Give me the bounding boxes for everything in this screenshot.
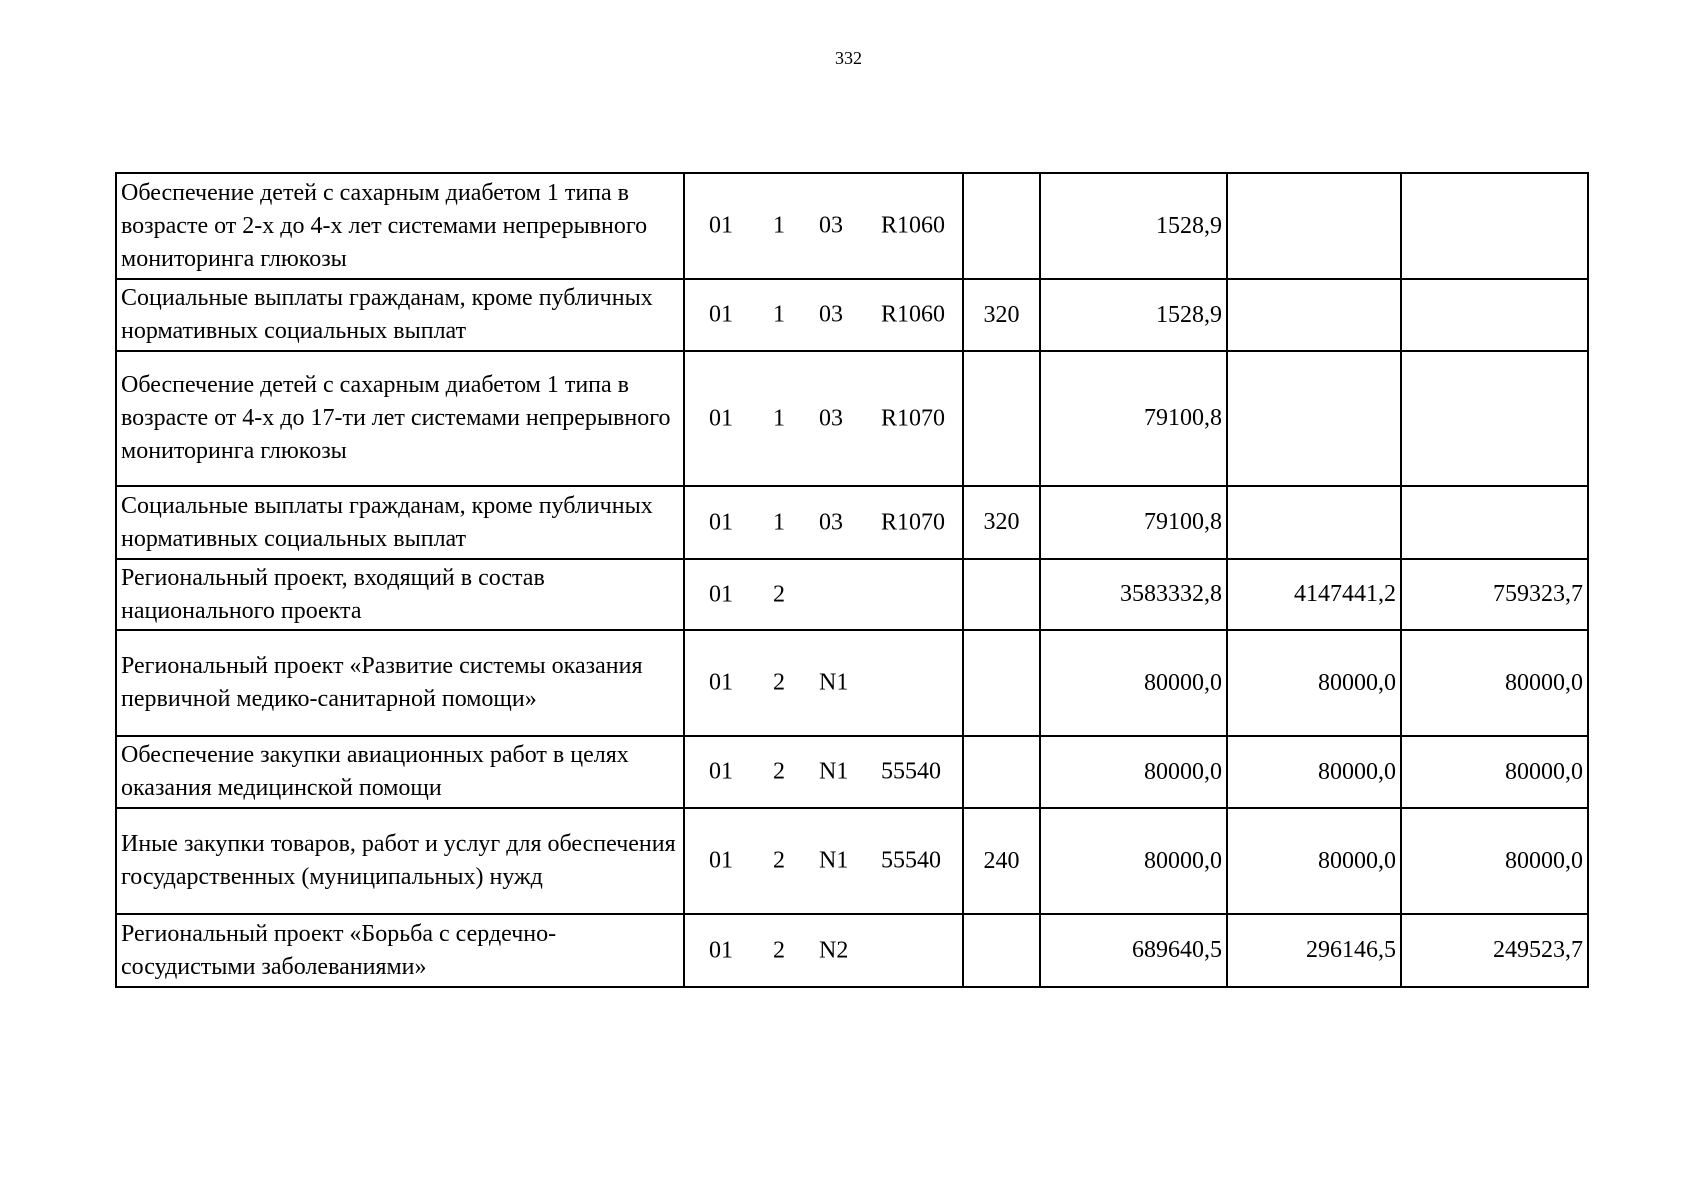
amount-year-2: 80000,0: [1227, 630, 1401, 736]
amount-year-1: 79100,8: [1040, 351, 1227, 486]
code-direction: 55540: [881, 847, 941, 874]
table-row: [116, 486, 1588, 559]
row-codes: [684, 279, 963, 351]
row-name: Иные закупки товаров, работ и услуг для обеспечения государственных (муниципальных) нужд: [116, 808, 684, 914]
row-codes: [684, 486, 963, 559]
table-row: [116, 736, 1588, 808]
amount-year-3: 80000,0: [1401, 736, 1588, 808]
amount-year-1: 1528,9: [1040, 279, 1227, 351]
table-row: [116, 914, 1588, 987]
amount-year-2: 80000,0: [1227, 736, 1401, 808]
expense-type: 320: [963, 486, 1040, 559]
amount-year-3: 80000,0: [1401, 630, 1588, 736]
code-program: 01: [709, 758, 733, 785]
budget-table: [115, 172, 1589, 988]
code-direction: R1070: [881, 405, 946, 431]
amount-year-3: 759323,7: [1401, 559, 1588, 630]
amount-year-2: 4147441,2: [1227, 559, 1401, 630]
amount-year-3: [1401, 486, 1588, 559]
code-program: 01: [709, 581, 733, 607]
code-program: 01: [709, 937, 733, 963]
code-subprogram: 1: [773, 212, 785, 239]
amount-year-2: 296146,5: [1227, 914, 1401, 987]
row-codes: [684, 914, 963, 987]
code-direction: 55540: [881, 758, 941, 785]
row-name: Обеспечение детей с сахарным диабетом 1 типа в возрасте от 2-х до 4-х лет системами непрерывного мониторинга глюкозы: [116, 173, 684, 279]
code-subprogram: 2: [773, 937, 785, 963]
amount-year-1: 79100,8: [1040, 486, 1227, 559]
amount-year-1: 80000,0: [1040, 736, 1227, 808]
amount-year-3: 80000,0: [1401, 808, 1588, 914]
amount-year-1: 1528,9: [1040, 173, 1227, 279]
expense-type: [963, 351, 1040, 486]
code-program: 01: [709, 669, 733, 696]
code-subprogram: 2: [773, 847, 785, 874]
code-direction: R1060: [881, 212, 946, 239]
code-program: 01: [709, 405, 733, 431]
code-project: 03: [819, 405, 843, 431]
expense-type: 240: [963, 808, 1040, 914]
row-name: Региональный проект «Борьба с сердечно-сосудистыми заболеваниями»: [116, 914, 684, 987]
row-codes: [684, 808, 963, 914]
row-codes: [684, 173, 963, 279]
row-codes: [684, 630, 963, 736]
row-codes: [684, 736, 963, 808]
row-name: Социальные выплаты гражданам, кроме публичных нормативных социальных выплат: [116, 279, 684, 351]
expense-type: [963, 914, 1040, 987]
code-program: 01: [709, 212, 733, 239]
code-program: 01: [709, 301, 733, 328]
table-row: [116, 173, 1588, 279]
row-name: Региональный проект, входящий в состав национального проекта: [116, 559, 684, 630]
amount-year-3: [1401, 351, 1588, 486]
code-subprogram: 2: [773, 758, 785, 785]
expense-type: [963, 559, 1040, 630]
row-name: Региональный проект «Развитие системы оказания первичной медико-санитарной помощи»: [116, 630, 684, 736]
code-subprogram: 2: [773, 669, 785, 696]
amount-year-3: [1401, 279, 1588, 351]
code-direction: R1060: [881, 301, 946, 328]
code-project: N1: [819, 758, 849, 785]
amount-year-1: 3583332,8: [1040, 559, 1227, 630]
row-name: Обеспечение детей с сахарным диабетом 1 типа в возрасте от 4-х до 17-ти лет системами непрерывного мониторинга глюкозы: [116, 351, 684, 486]
amount-year-3: 249523,7: [1401, 914, 1588, 987]
code-subprogram: 1: [773, 509, 785, 535]
amount-year-1: 80000,0: [1040, 630, 1227, 736]
amount-year-1: 80000,0: [1040, 808, 1227, 914]
amount-year-2: [1227, 486, 1401, 559]
amount-year-2: [1227, 351, 1401, 486]
table-row: [116, 279, 1588, 351]
code-project: N1: [819, 669, 849, 696]
expense-type: 320: [963, 279, 1040, 351]
amount-year-3: [1401, 173, 1588, 279]
code-program: 01: [709, 847, 733, 874]
table-row: [116, 630, 1588, 736]
code-subprogram: 2: [773, 581, 785, 607]
code-project: 03: [819, 509, 843, 535]
page-number: 332: [835, 48, 862, 68]
row-name: Социальные выплаты гражданам, кроме публичных нормативных социальных выплат: [116, 486, 684, 559]
code-program: 01: [709, 509, 733, 535]
table-row: [116, 351, 1588, 486]
code-project: N1: [819, 847, 849, 874]
row-codes: [684, 559, 963, 630]
code-subprogram: 1: [773, 405, 785, 431]
amount-year-2: [1227, 279, 1401, 351]
code-project: 03: [819, 301, 843, 328]
expense-type: [963, 736, 1040, 808]
amount-year-2: 80000,0: [1227, 808, 1401, 914]
amount-year-2: [1227, 173, 1401, 279]
expense-type: [963, 630, 1040, 736]
table-row: [116, 808, 1588, 914]
amount-year-1: 689640,5: [1040, 914, 1227, 987]
table-row: [116, 559, 1588, 630]
code-subprogram: 1: [773, 301, 785, 328]
expense-type: [963, 173, 1040, 279]
row-codes: [684, 351, 963, 486]
code-project: N2: [819, 937, 849, 963]
code-direction: R1070: [881, 509, 946, 535]
row-name: Обеспечение закупки авиационных работ в целях оказания медицинской помощи: [116, 736, 684, 808]
code-project: 03: [819, 212, 843, 239]
